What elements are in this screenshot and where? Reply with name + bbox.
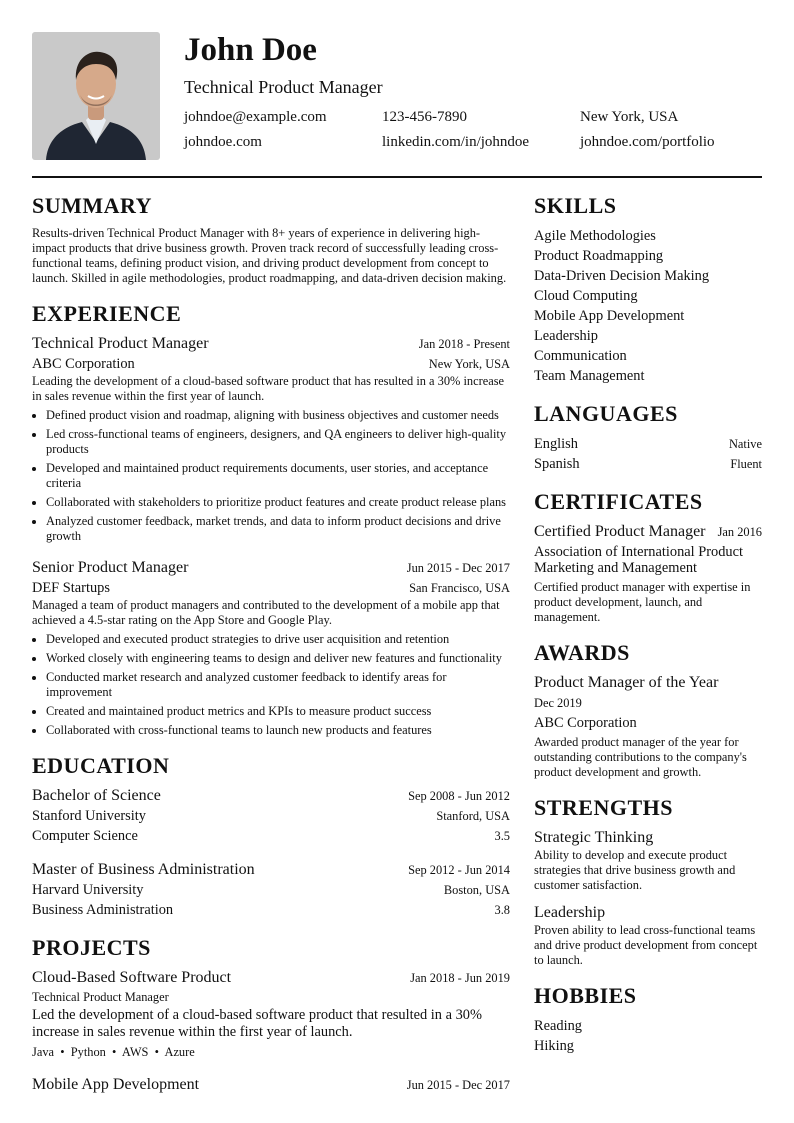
education-heading: EDUCATION — [32, 753, 170, 778]
skill-item: Cloud Computing — [534, 288, 638, 304]
job-bullet: • Developed and maintained product requirements documents, user stories, and acceptance criteria — [46, 461, 510, 491]
certificate-date: Jan 2016 — [717, 525, 762, 539]
job-bullet: • Led cross-functional teams of engineers, designers, and QA engineers to deliver high-quality products — [46, 427, 510, 457]
job-role: Technical Product Manager — [32, 335, 209, 352]
job-bullets — [32, 632, 510, 738]
hobby-item: Hiking — [534, 1038, 574, 1054]
job-bullet: • Defined product vision and roadmap, aligning with business objectives and customer needs — [46, 408, 510, 423]
contact-portfolio[interactable]: johndoe.com/portfolio — [580, 134, 715, 150]
edu-field: Business Administration — [32, 902, 174, 918]
candidate-title: Technical Product Manager — [184, 77, 383, 97]
edu-gpa: 3.5 — [494, 829, 510, 843]
edu-dates: Sep 2008 - Jun 2012 — [408, 789, 510, 803]
skill-item: Agile Methodologies — [534, 228, 656, 244]
experience-item — [32, 558, 510, 738]
strength-description: Ability to develop and execute product strategies that drive business growth and customer satisfaction. — [534, 848, 736, 892]
project-name: Cloud-Based Software Product — [32, 969, 232, 986]
edu-field: Computer Science — [32, 828, 138, 844]
language-item — [534, 454, 762, 474]
summary-heading: SUMMARY — [32, 193, 153, 218]
header-divider — [32, 176, 762, 178]
hobby-item: Reading — [534, 1018, 582, 1034]
contact-location: New York, USA — [580, 109, 679, 125]
job-bullet: • Collaborated with stakeholders to prioritize product features and create product release plans — [46, 495, 510, 510]
edu-degree: Bachelor of Science — [32, 787, 161, 804]
job-role: Senior Product Manager — [32, 559, 189, 576]
profile-photo — [32, 32, 160, 160]
award-name: Product Manager of the Year — [534, 674, 719, 691]
edu-location: Boston, USA — [443, 883, 510, 897]
certificate-name: Certified Product Manager — [534, 523, 706, 540]
right-column — [534, 192, 762, 1056]
project-role: Technical Product Manager — [32, 990, 169, 1004]
languages-heading: LANGUAGES — [534, 401, 678, 426]
skill-item: Communication — [534, 348, 627, 364]
project-dates: Jan 2018 - Jun 2019 — [410, 971, 510, 985]
experience-item — [32, 334, 510, 544]
languages-list — [534, 434, 762, 474]
strength-name: Strategic Thinking — [534, 829, 654, 846]
award-item — [534, 673, 762, 780]
certificate-issuer: Association of International Product Marketing and Management — [534, 544, 744, 576]
job-bullet: • Created and maintained product metrics and KPIs to measure product success — [46, 704, 510, 719]
education-item — [32, 786, 510, 846]
contact-website[interactable]: johndoe.com — [184, 134, 262, 150]
strength-name: Leadership — [534, 904, 606, 921]
edu-dates: Sep 2012 - Jun 2014 — [408, 863, 510, 877]
strength-description: Proven ability to lead cross-functional teams and drive product development from concept to launch. — [534, 923, 758, 967]
strength-item — [534, 903, 762, 968]
award-issuer: ABC Corporation — [534, 715, 637, 731]
job-bullet: • Analyzed customer feedback, market trends, and data to inform product decisions and drive growth — [46, 514, 510, 544]
certificate-item — [534, 522, 762, 625]
contact-grid — [184, 107, 774, 152]
education-item — [32, 860, 510, 920]
award-date: Dec 2019 — [534, 696, 582, 710]
projects-heading: PROJECTS — [32, 935, 151, 960]
skill-item: Data-Driven Decision Making — [534, 268, 710, 284]
hobbies-list — [534, 1016, 762, 1056]
language-level: Native — [728, 437, 762, 451]
project-item — [32, 1075, 510, 1095]
job-description: Leading the development of a cloud-based software product that has resulted in a 30% increase in sales revenue within the first year of launch. — [32, 374, 505, 403]
left-column — [32, 192, 510, 1109]
job-location: San Francisco, USA — [409, 581, 510, 595]
candidate-name: John Doe — [184, 32, 317, 68]
job-bullets — [32, 408, 510, 544]
skill-item: Leadership — [534, 328, 598, 344]
job-bullet: • Collaborated with cross-functional teams to launch new products and features — [46, 723, 510, 738]
job-dates: Jun 2015 - Dec 2017 — [406, 561, 510, 575]
job-company: ABC Corporation — [32, 356, 135, 372]
summary-text: Results-driven Technical Product Manager with 8+ years of experience in delivering high-impact products that drive business growth. Proven track record of successfully leading cross-functional teams, defining product vision, and driving product development from concept to launch. Skilled in agile methodologies, product roadmapping, and data-driven decision making. — [32, 226, 507, 285]
contact-email[interactable]: johndoe@example.com — [184, 109, 327, 125]
job-description: Managed a team of product managers and contributed to the development of a mobile app that achieved a 4.5-star rating on the App Store and Google Play. — [32, 598, 500, 627]
experience-heading: EXPERIENCE — [32, 301, 182, 326]
job-location: New York, USA — [428, 357, 510, 371]
edu-school: Stanford University — [32, 808, 146, 824]
strength-item — [534, 828, 762, 893]
hobbies-heading: HOBBIES — [534, 983, 637, 1008]
contact-phone[interactable]: 123-456-7890 — [382, 109, 467, 125]
project-item — [32, 968, 510, 1061]
skill-item: Product Roadmapping — [534, 248, 664, 264]
project-techs: Java • Python • AWS • Azure — [32, 1045, 195, 1059]
certificate-description: Certified product manager with expertise in product development, launch, and management. — [534, 580, 751, 624]
language-name: English — [534, 436, 578, 452]
job-bullet: • Developed and executed product strategies to drive user acquisition and retention — [46, 632, 510, 647]
award-description: Awarded product manager of the year for outstanding contributions to the company's product development and growth. — [534, 735, 747, 779]
skill-item: Mobile App Development — [534, 308, 685, 324]
job-bullet: • Worked closely with engineering teams to design and deliver new features and functionality — [46, 651, 510, 666]
language-name: Spanish — [534, 456, 580, 472]
strengths-heading: STRENGTHS — [534, 795, 673, 820]
language-item — [534, 434, 762, 454]
certificates-heading: CERTIFICATES — [534, 489, 703, 514]
edu-gpa: 3.8 — [494, 903, 510, 917]
skills-list — [534, 226, 762, 386]
project-description: Led the development of a cloud-based software product that resulted in a 30% increase in sales revenue within the first year of launch. — [32, 1007, 482, 1040]
skills-heading: SKILLS — [534, 193, 617, 218]
edu-school: Harvard University — [32, 882, 144, 898]
project-name: Mobile App Development — [32, 1076, 200, 1093]
skill-item: Team Management — [534, 368, 645, 384]
edu-location: Stanford, USA — [436, 809, 510, 823]
job-bullet: • Conducted market research and analyzed customer feedback to identify areas for improvement — [46, 670, 510, 700]
contact-linkedin[interactable]: linkedin.com/in/johndoe — [382, 134, 530, 150]
edu-degree: Master of Business Administration — [32, 861, 255, 878]
profile-photo-image — [32, 32, 160, 160]
language-level: Fluent — [730, 457, 762, 471]
job-dates: Jan 2018 - Present — [418, 337, 510, 351]
project-dates: Jun 2015 - Dec 2017 — [406, 1078, 510, 1092]
job-company: DEF Startups — [32, 580, 110, 596]
awards-heading: AWARDS — [534, 640, 630, 665]
